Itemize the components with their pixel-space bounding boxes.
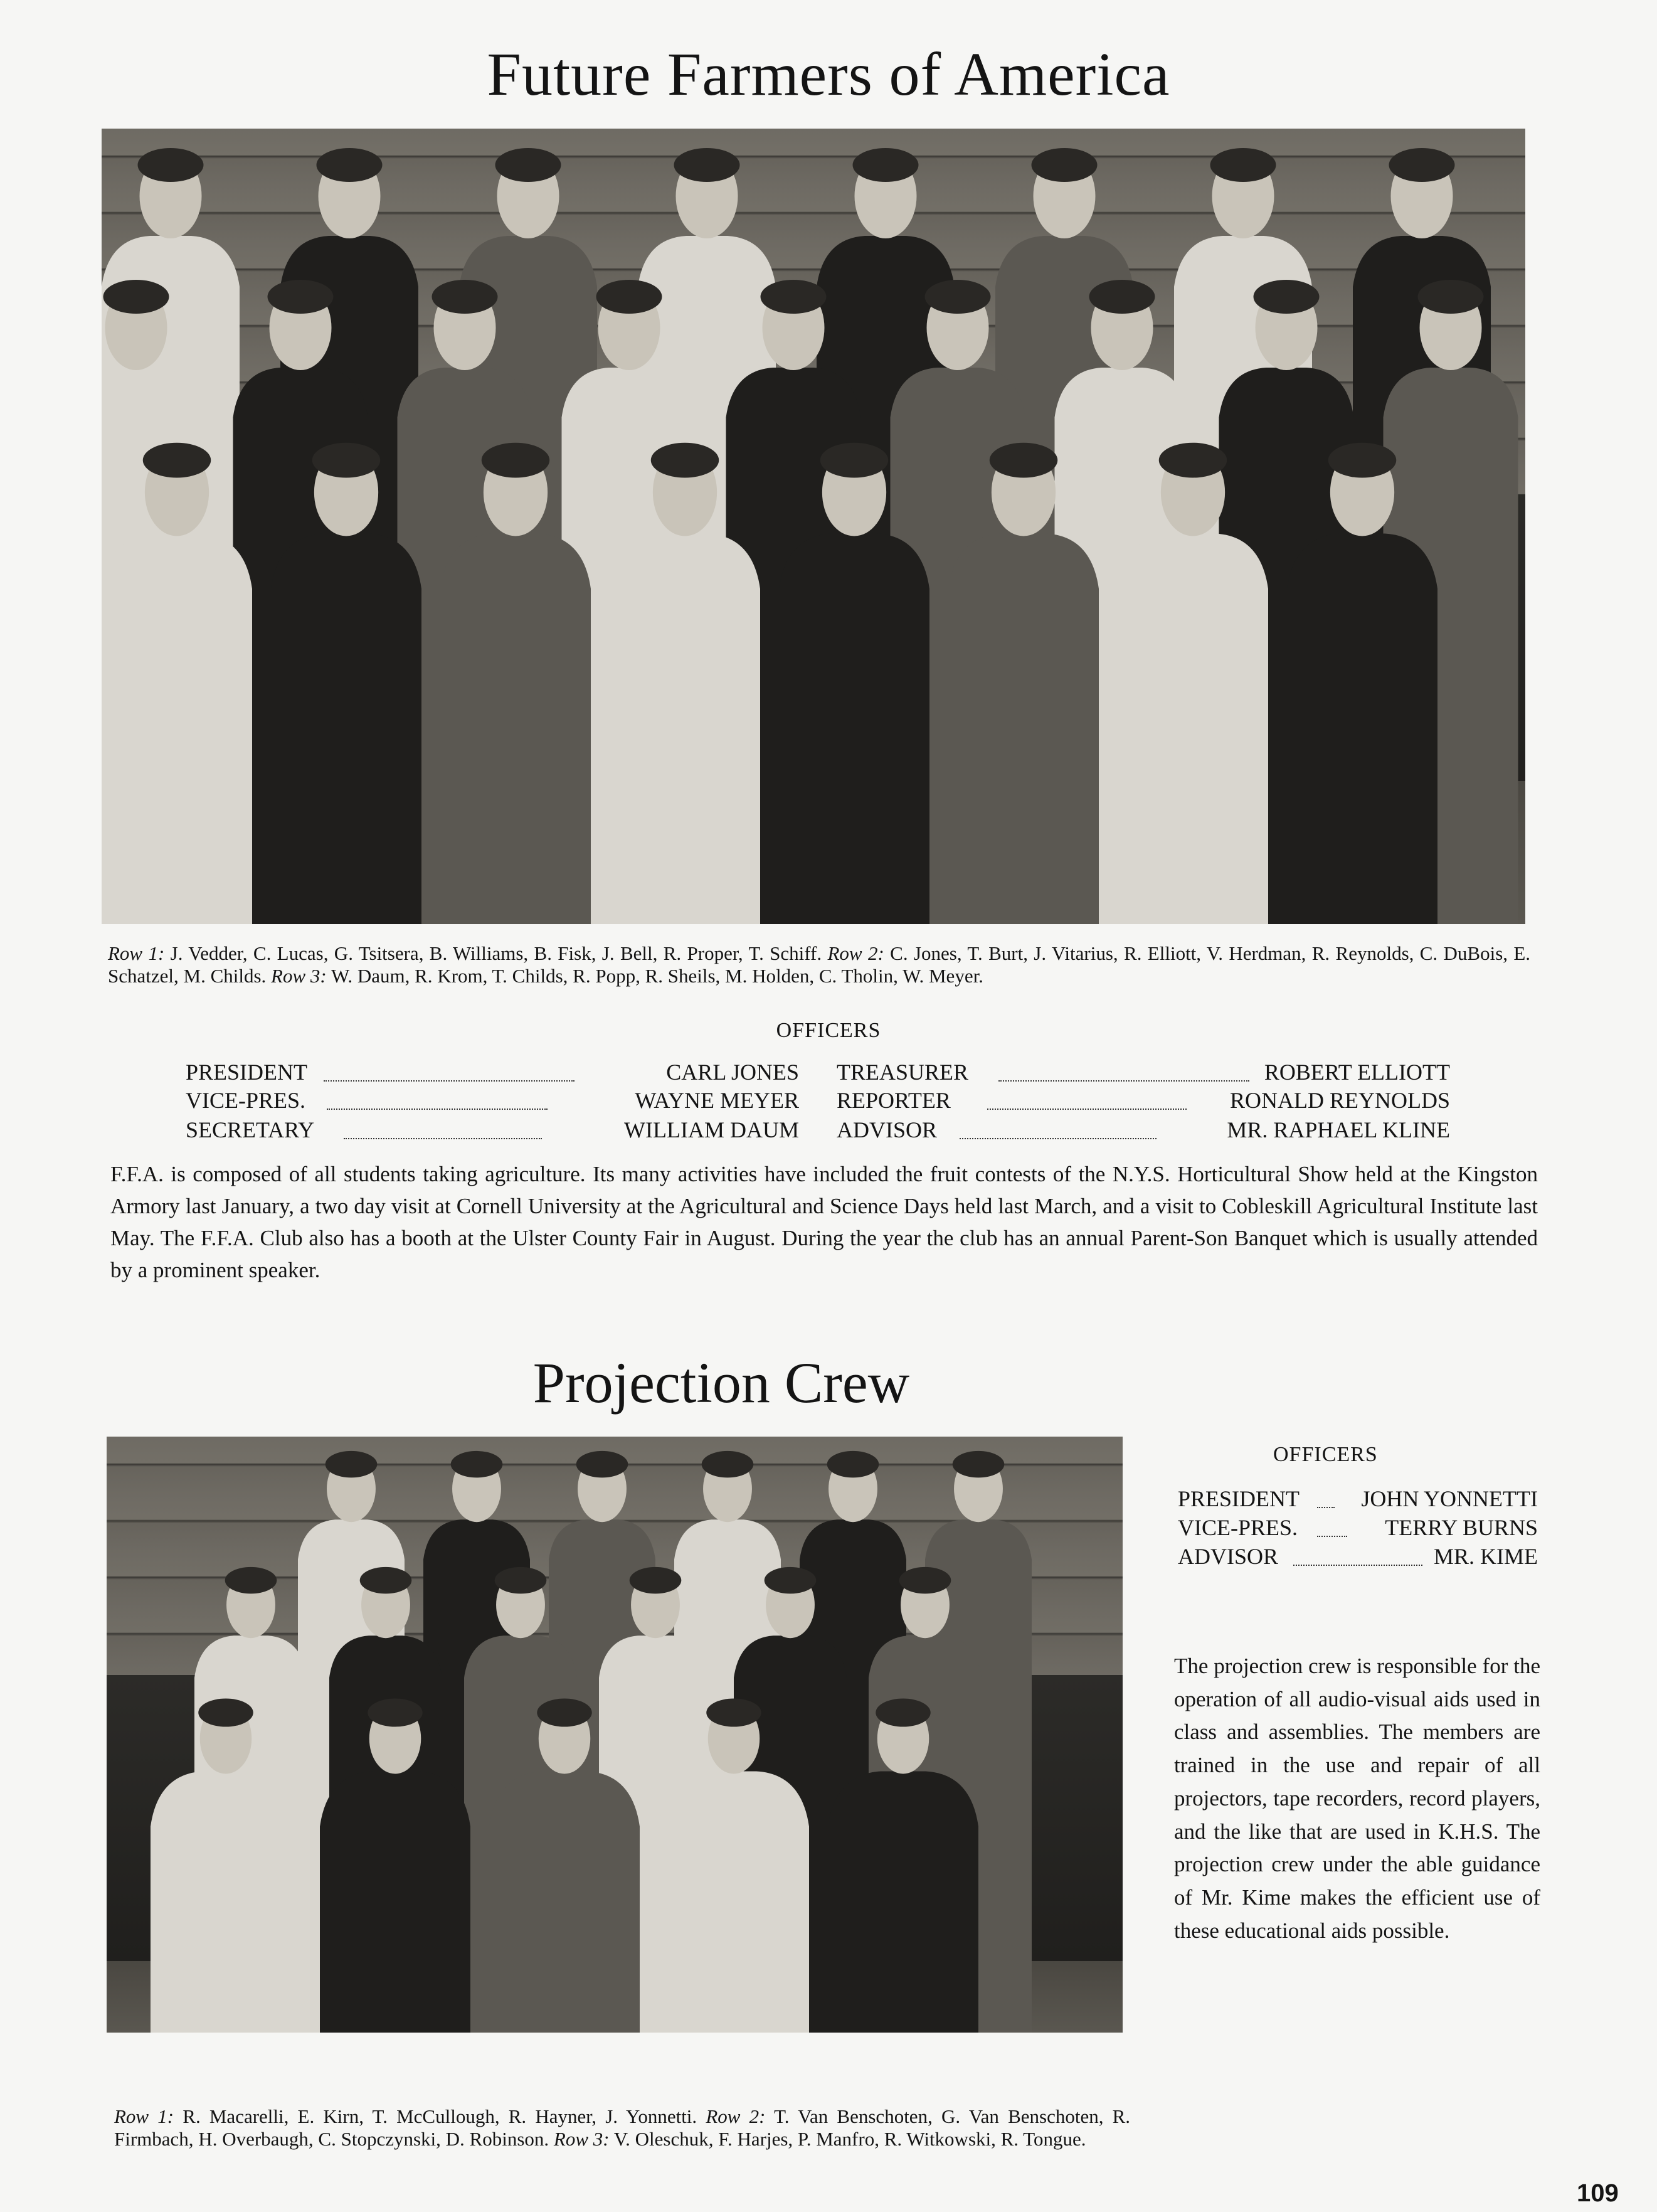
projection-officers-heading: OFFICERS <box>1273 1443 1378 1466</box>
projection-crew-group-photo <box>107 1437 1123 2033</box>
projection-photo-figures <box>107 1437 1123 2033</box>
officer-name: WAYNE MEYER <box>635 1088 799 1113</box>
ffa-caption <box>108 942 1530 987</box>
page-number: 109 <box>1577 2179 1619 2207</box>
ffa-description: F.F.A. is composed of all students taking agriculture. Its many activities have included the fruit contests of the N.Y.S. Horticultural Show held at the Kingston Armory last January, a two day visit at Cornell University at the Agricultural and Science Days held last March, and a visit to Cobleskill Agricultural Institute last May. The F.F.A. Club also has a booth at the Ulster County Fair in August. During the year the club has an annual Parent-Son Banquet which is usually attended by a prominent speaker. <box>110 1162 1538 1282</box>
officer-role: PRESIDENT <box>186 1060 308 1085</box>
officer-role: VICE-PRES. <box>186 1088 306 1113</box>
ffa-row3-label: Row 3: <box>271 965 327 987</box>
officer-role: PRESIDENT <box>1178 1486 1300 1511</box>
officer-role: VICE-PRES. <box>1178 1515 1298 1540</box>
projection-row2-label: Row 2: <box>706 2105 766 2127</box>
projection-row2-names: T. Van Benschoten, G. Van Benschoten, R. Firmbach, H. Overbaugh, C. Stopczynski, D. Robinson. <box>114 2105 1131 2150</box>
projection-caption <box>114 2105 1130 2151</box>
officer-role: ADVISOR <box>1178 1544 1279 1569</box>
officer-name: MR. KIME <box>1433 1544 1538 1569</box>
officer-name: JOHN YONNETTI <box>1361 1486 1538 1511</box>
officer-name: RONALD REYNOLDS <box>1230 1088 1450 1113</box>
officer-name: MR. RAPHAEL KLINE <box>1227 1117 1450 1142</box>
ffa-row1-names: J. Vedder, C. Lucas, G. Tsitsera, B. Williams, B. Fisk, J. Bell, R. Proper, T. Schiff. <box>170 942 822 964</box>
ffa-group-photo <box>102 129 1525 924</box>
projection-row1-label: Row 1: <box>114 2105 174 2127</box>
ffa-title: Future Farmers of America <box>487 41 1170 109</box>
officer-name: TERRY BURNS <box>1385 1515 1538 1540</box>
officer-name: CARL JONES <box>666 1060 799 1085</box>
officer-name: ROBERT ELLIOTT <box>1264 1060 1450 1085</box>
projection-row3-label: Row 3: <box>553 2128 610 2150</box>
officer-role: SECRETARY <box>186 1117 315 1142</box>
ffa-row1-label: Row 1: <box>108 942 165 964</box>
officer-role: ADVISOR <box>837 1117 938 1142</box>
projection-row3-names: V. Oleschuk, F. Harjes, P. Manfro, R. Witkowski, R. Tongue. <box>613 2128 1086 2150</box>
ffa-row2-label: Row 2: <box>827 942 884 964</box>
ffa-officers-heading: OFFICERS <box>776 1019 881 1042</box>
projection-row1-names: R. Macarelli, E. Kirn, T. McCullough, R. Hayner, J. Yonnetti. <box>183 2105 697 2127</box>
ffa-row2-names: C. Jones, T. Burt, J. Vitarius, R. Elliott, V. Herdman, R. Reynolds, C. DuBois, E. Schatzel, M. Childs. <box>108 942 1531 987</box>
officer-name: WILLIAM DAUM <box>624 1117 799 1142</box>
ffa-photo-figures <box>102 129 1525 924</box>
ffa-row3-names: W. Daum, R. Krom, T. Childs, R. Popp, R. Sheils, M. Holden, C. Tholin, W. Meyer. <box>331 965 983 987</box>
officer-role: REPORTER <box>837 1088 951 1113</box>
officer-role: TREASURER <box>837 1060 969 1085</box>
projection-crew-title: Projection Crew <box>532 1351 910 1415</box>
projection-description: The projection crew is responsible for the operation of all audio-visual aids used in class and assemblies. The members are trained in the use and repair of all projectors, tape recorders, record players, and the like that are used in K.H.S. The projection crew under the able guidance of Mr. Kime makes the efficient use of these educational aids possible. <box>1174 1654 1540 1943</box>
